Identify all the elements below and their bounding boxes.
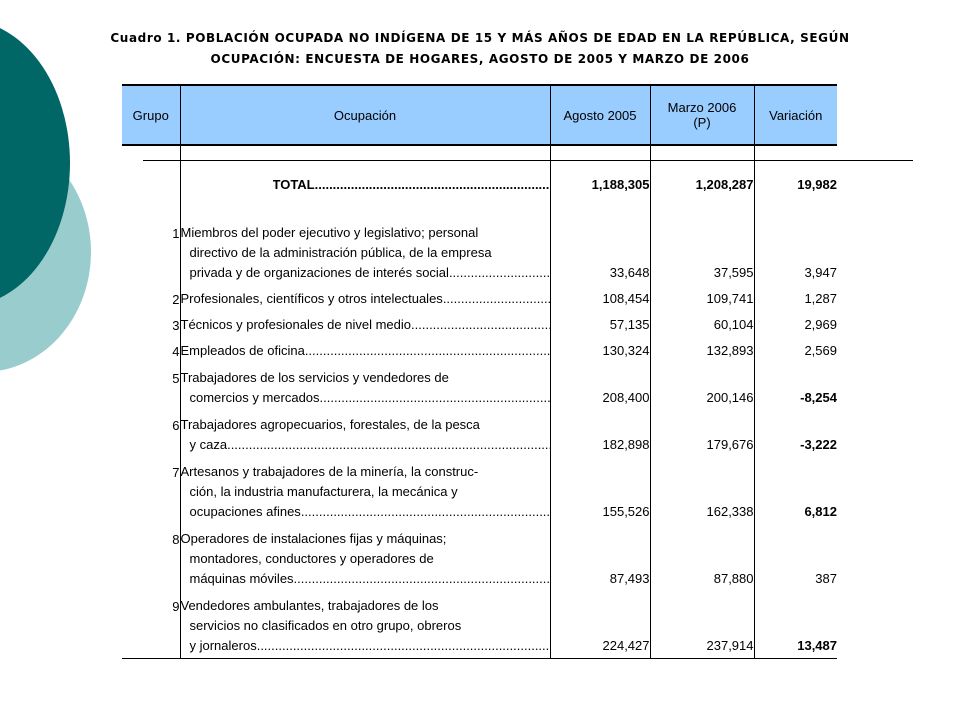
grupo-cell: 3: [172, 318, 180, 333]
leader-dots: [305, 341, 550, 361]
marzo-cell: 60,104: [650, 309, 754, 335]
variacion-cell: 13,487: [754, 589, 837, 659]
header-ocupacion: Ocupación: [180, 85, 550, 145]
ocupacion-text: y jornaleros: [189, 638, 257, 653]
agosto-cell: 33,648: [550, 208, 650, 283]
table-row: [122, 522, 837, 589]
marzo-cell: 237,914: [650, 589, 754, 659]
total-row: [122, 162, 837, 208]
table-row: [122, 309, 837, 335]
grupo-cell: 2: [172, 292, 180, 307]
total-marzo: 1,208,287: [650, 162, 754, 208]
table-header-row: [122, 85, 837, 145]
agosto-cell: 57,135: [550, 309, 650, 335]
marzo-cell: 37,595: [650, 208, 754, 283]
spacer-row: [122, 145, 837, 162]
variacion-cell: -8,254: [754, 361, 837, 408]
marzo-cell: 132,893: [650, 335, 754, 361]
agosto-cell: 130,324: [550, 335, 650, 361]
variacion-cell: 6,812: [754, 455, 837, 522]
variacion-cell: 2,569: [754, 335, 837, 361]
leader-dots: [227, 435, 549, 455]
agosto-cell: 87,493: [550, 522, 650, 589]
ocupacion-text: Trabajadores agropecuarios, forestales, de la pesca: [180, 417, 480, 432]
marzo-cell: 109,741: [650, 283, 754, 309]
grupo-cell: 6: [172, 418, 180, 433]
agosto-cell: 108,454: [550, 283, 650, 309]
grupo-cell: 9: [122, 589, 180, 659]
header-marzo: [650, 85, 754, 145]
agosto-cell: 208,400: [550, 361, 650, 408]
total-variacion: 19,982: [754, 162, 837, 208]
agosto-cell: 224,427: [550, 589, 650, 659]
ocupacion-cell: [180, 361, 550, 408]
ocupacion-text: Artesanos y trabajadores de la minería, la construc-: [180, 464, 479, 479]
ocupacion-text: comercios y mercados: [189, 390, 320, 405]
ocupacion-text: y caza: [189, 437, 228, 452]
header-marzo-line-1: Marzo 2006: [667, 100, 737, 115]
variacion-cell: 1,287: [754, 283, 837, 309]
leader-dots: [411, 315, 549, 335]
ocupacion-text: Empleados de oficina: [180, 343, 305, 358]
header-grupo: Grupo: [122, 85, 180, 145]
leader-dots: [315, 175, 550, 195]
ocupacion-cell: [180, 589, 550, 659]
table-row: [122, 208, 837, 283]
table-row: [122, 455, 837, 522]
ocupacion-cell: [180, 522, 550, 589]
grupo-cell: 1: [172, 226, 180, 241]
table-row: [122, 335, 837, 361]
table-row: [122, 589, 837, 659]
total-grupo-cell: [122, 162, 180, 208]
ocupacion-text: ción, la industria manufacturera, la mecánica y: [189, 484, 458, 499]
ocupacion-text: Operadores de instalaciones fijas y máquinas;: [180, 531, 447, 546]
variacion-cell: 387: [754, 522, 837, 589]
leader-dots: [449, 263, 550, 283]
ocupacion-text: privada y de organizaciones de interés social: [189, 265, 449, 280]
ocupacion-cell: [180, 283, 550, 309]
occupation-table: [122, 84, 837, 659]
grupo-cell: 8: [172, 532, 180, 547]
ocupacion-text: Trabajadores de los servicios y vendedores de: [180, 370, 449, 385]
ocupacion-text: Técnicos y profesionales de nivel medio: [180, 317, 412, 332]
table-title-line-2: OCUPACIÓN: ENCUESTA DE HOGARES, AGOSTO DE 2005 Y MARZO DE 2006: [210, 52, 750, 66]
ocupacion-cell: [180, 455, 550, 522]
leader-dots: [301, 502, 550, 522]
table-row: [122, 283, 837, 309]
grupo-cell: 4: [172, 344, 180, 359]
marzo-cell: 200,146: [650, 361, 754, 408]
header-variacion: Variación: [754, 85, 837, 145]
ocupacion-cell: [180, 208, 550, 283]
ocupacion-text: servicios no clasificados en otro grupo, obreros: [189, 618, 462, 633]
marzo-cell: 179,676: [650, 408, 754, 455]
ocupacion-text: máquinas móviles: [189, 571, 294, 586]
marzo-cell: 162,338: [650, 455, 754, 522]
variacion-cell: 2,969: [754, 309, 837, 335]
table-body: [122, 145, 837, 659]
total-agosto: 1,188,305: [550, 162, 650, 208]
marzo-cell: 87,880: [650, 522, 754, 589]
variacion-cell: -3,222: [754, 408, 837, 455]
ocupacion-text: montadores, conductores y operadores de: [189, 551, 434, 566]
leader-dots: [320, 388, 550, 408]
leader-dots: [257, 636, 550, 656]
total-label-cell: [180, 162, 550, 208]
table-row: [122, 361, 837, 408]
ocupacion-text: directivo de la administración pública, de la empresa: [189, 245, 492, 260]
table-title-line-1: Cuadro 1. POBLACIÓN OCUPADA NO INDÍGENA DE 15 Y MÁS AÑOS DE EDAD EN LA REPÚBLICA, SEGÚN: [110, 31, 850, 45]
header-agosto: Agosto 2005: [550, 85, 650, 145]
agosto-cell: 182,898: [550, 408, 650, 455]
ocupacion-cell: [180, 408, 550, 455]
leader-dots: [294, 569, 550, 589]
header-marzo-line-2: (P): [693, 115, 711, 130]
grupo-cell: 7: [172, 465, 180, 480]
ocupacion-text: ocupaciones afines: [189, 504, 301, 519]
ocupacion-cell: [180, 335, 550, 361]
ocupacion-text: Profesionales, científicos y otros intelectuales: [180, 291, 443, 306]
ocupacion-text: Miembros del poder ejecutivo y legislativo; personal: [180, 225, 479, 240]
ocupacion-cell: [180, 309, 550, 335]
total-label: TOTAL: [272, 177, 315, 192]
grupo-cell: 5: [172, 371, 180, 386]
ocupacion-text: Vendedores ambulantes, trabajadores de los: [180, 598, 439, 613]
variacion-cell: 3,947: [754, 208, 837, 283]
agosto-cell: 155,526: [550, 455, 650, 522]
table-row: [122, 408, 837, 455]
leader-dots: [443, 289, 550, 309]
